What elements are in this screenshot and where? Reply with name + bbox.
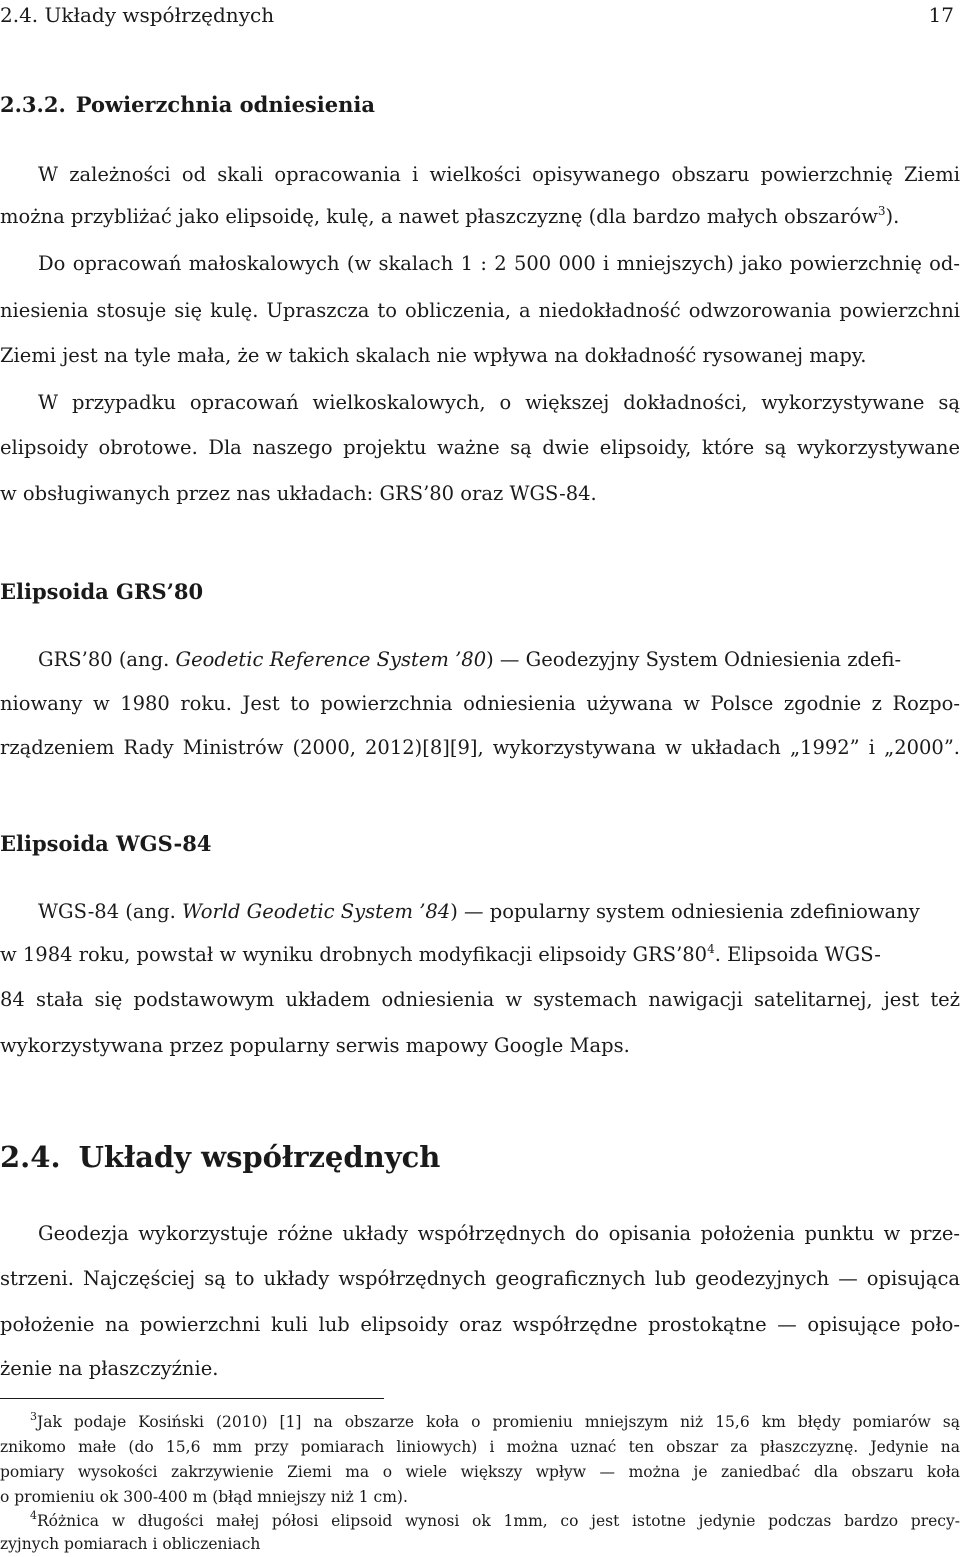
paragraph-line	[0, 897, 960, 927]
subsection-title: Powierzchnia odniesienia	[75, 92, 375, 117]
paragraph-line	[0, 202, 960, 232]
paragraph-line	[0, 940, 960, 970]
footnote-line: pomiary wysokości zakrzywienie Ziemi ma o wiele większy wpływ — można je zaniedbać dla obszaru koła	[0, 1463, 960, 1481]
paragraph-line: w obsługiwanych przez nas układach: GRS’80 oraz WGS-84.	[0, 482, 597, 505]
footnote-mark-4: 4	[30, 1509, 37, 1522]
subsection-number: 2.3.2.	[0, 92, 66, 117]
paragraph-line: niesienia stosuje się kulę. Upraszcza to obliczenia, a niedokładność odwzorowania powierzchni	[0, 299, 960, 322]
footnote-line: znikomo małe (do 15,6 mm przy pomiarach liniowych) i można uznać ten obszar za płaszczyznę. Jedynie na	[0, 1438, 960, 1456]
footnote-ref-3[interactable]: 3	[877, 204, 886, 218]
footnote-line: o promieniu ok 300-400 m (błąd mniejszy niż 1 cm).	[0, 1488, 408, 1506]
paragraph-line: W zależności od skali opracowania i wielkości opisywanego obszaru powierzchnię Ziemi	[38, 163, 960, 186]
running-header-title: 2.4. Układy współrzędnych	[0, 3, 275, 27]
text-span: w 1984 roku, powstał w wyniku drobnych modyfikacji elipsoidy GRS’80	[0, 943, 708, 966]
text-span: . Elipsoida WGS-	[714, 943, 881, 966]
section-title: Układy współrzędnych	[78, 1140, 441, 1174]
running-header	[0, 0, 960, 30]
text-span: Jak podaje Kosiński (2010) [1] na obszarze koła o promieniu mniejszym niż 15,6 km błędy pomiarów są	[37, 1413, 960, 1431]
text-span: można przybliżać jako elipsoidę, kulę, a nawet płaszczyznę (dla bardzo małych obszarów	[0, 205, 878, 228]
emphasis-text: World Geodetic System ’84	[181, 900, 451, 923]
footnote-ref-4[interactable]: 4	[707, 942, 715, 956]
paragraph-heading-grs80: Elipsoida GRS’80	[0, 579, 204, 604]
text-span: WGS-84 (ang.	[38, 900, 176, 923]
paragraph-line: wykorzystywana przez popularny serwis mapowy Google Maps.	[0, 1034, 630, 1057]
text-span: GRS’80 (ang.	[38, 648, 170, 671]
footnote-line	[0, 1411, 960, 1433]
paragraph-line: W przypadku opracowań wielkoskalowych, o większej dokładności, wykorzystywane są	[38, 391, 960, 414]
paragraph-line: niowany w 1980 roku. Jest to powierzchnia odniesienia używana w Polsce zgodnie z Rozpo-	[0, 692, 960, 715]
footnote-rule	[0, 1398, 384, 1399]
paragraph-line: elipsoidy obrotowe. Dla naszego projektu ważne są dwie elipsoidy, które są wykorzystywane	[0, 436, 960, 459]
text-span: ) — popularny system odniesienia zdefiniowany	[450, 900, 920, 923]
paragraph-line	[0, 645, 960, 675]
paragraph-line: Do opracowań małoskalowych (w skalach 1 : 2 500 000 i mniejszych) jako powierzchnię od-	[38, 252, 960, 275]
emphasis-text: Geodetic Reference System ’80	[175, 648, 487, 671]
text-span: ) — Geodezyjny System Odniesienia zdefi-	[486, 648, 902, 671]
paragraph-line: strzeni. Najczęściej są to układy współrzędnych geograficznych lub geodezyjnych — opisująca	[0, 1267, 960, 1290]
section-number: 2.4.	[0, 1140, 61, 1174]
text-span: ).	[885, 205, 900, 228]
paragraph-line: żenie na płaszczyźnie.	[0, 1357, 219, 1380]
footnote-line	[0, 1510, 960, 1532]
section-heading	[0, 1137, 960, 1177]
text-span: Różnica w długości małej półosi elipsoid wynosi ok 1mm, co jest istotne jedynie podczas bardzo precy-	[37, 1512, 960, 1530]
paragraph-line: położenie na powierzchni kuli lub elipsoidy oraz współrzędne prostokątne — opisujące poło-	[0, 1313, 960, 1336]
footnote-mark-3: 3	[30, 1410, 37, 1423]
paragraph-heading-wgs84: Elipsoida WGS-84	[0, 831, 212, 856]
subsection-heading	[0, 90, 960, 120]
paragraph-line: Geodezja wykorzystuje różne układy współrzędnych do opisania położenia punktu w prze-	[38, 1222, 960, 1245]
paragraph-line: rządzeniem Rady Ministrów (2000, 2012)[8][9], wykorzystywana w układach „1992” i „2000”.	[0, 736, 960, 759]
paragraph-line: 84 stała się podstawowym układem odniesienia w systemach nawigacji satelitarnej, jest też	[0, 988, 960, 1011]
page-number: 17	[928, 3, 954, 27]
footnote-line: zyjnych pomiarach i obliczeniach	[0, 1535, 261, 1553]
paragraph-line: Ziemi jest na tyle mała, że w takich skalach nie wpływa na dokładność rysowanej mapy.	[0, 344, 867, 367]
